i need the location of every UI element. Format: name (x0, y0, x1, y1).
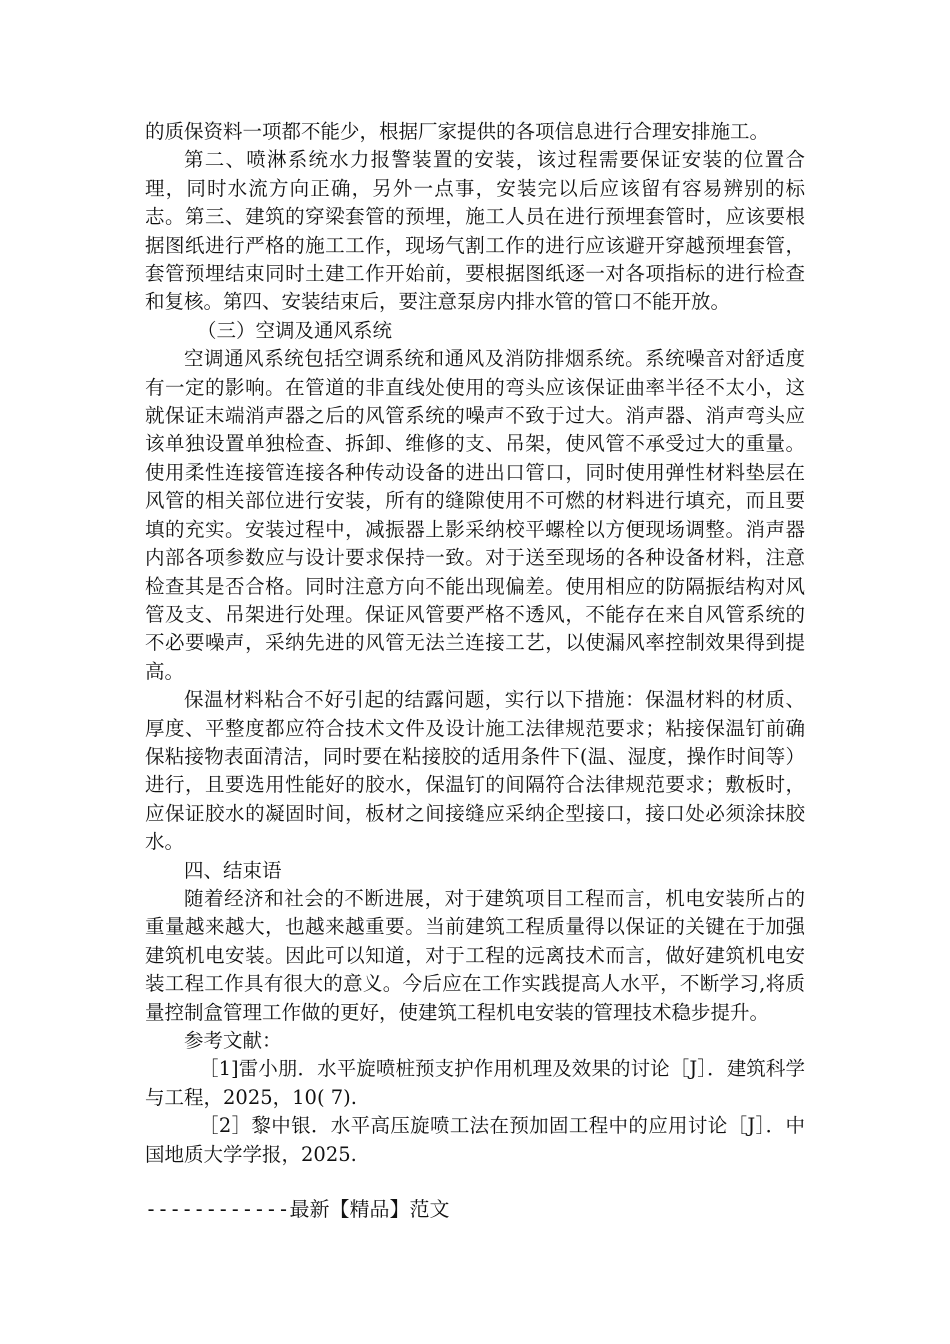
document-body (145, 118, 805, 1169)
paragraph-insulation: 保温材料粘合不好引起的结露问题，实行以下措施：保温材料的材质、厚度、平整度都应符合技术文件及设计施工法律规范要求；粘接保温钉前确保粘接物表面清洁，同时要在粘接胶的适用条件下(温、湿度，操作时间等）进行，且要选用性能好的胶水，保温钉的间隔符合法律规范要求；敷板时，应保证胶水的凝固时间，板材之间接缝应采纳企型接口，接口处必须涂抹胶水。 (145, 688, 805, 854)
paragraph-hvac-system: 空调通风系统包括空调系统和通风及消防排烟系统。系统噪音对舒适度有一定的影响。在管道的非直线处使用的弯头应该保证曲率半径不太小，这就保证末端消声器之后的风管系统的噪声不致于过大。消声器、消声弯头应该单独设置单独检查、拆卸、维修的支、吊架，使风管不承受过大的重量。使用柔性连接管连接各种传动设备的进出口管口，同时使用弹性材料垫层在风管的相关部位进行安装，所有的缝隙使用不可燃的材料进行填充，而且要填的充实。安装过程中，减振器上影采纳校平螺栓以方便现场调整。消声器内部各项参数应与设计要求保持一致。对于送至现场的各种设备材料，注意检查其是否合格。同时注意方向不能出现偏差。使用相应的防隔振结构对风管及支、吊架进行处理。保证风管要严格不透风，不能存在来自风管系统的不必要噪声，采纳先进的风管无法兰连接工艺，以使漏风率控制效果得到提高。 (145, 347, 805, 683)
references-heading: 参考文献： (184, 1029, 282, 1052)
paragraph-conclusion: 随着经济和社会的不断进展，对于建筑项目工程而言，机电安装所占的重量越来越大，也越来越重要。当前建筑工程质量得以保证的关键在于加强建筑机电安装。因此可以知道，对于工程的远离技术而言，做好建筑机电安装工程工作具有很大的意义。今后应在工作实践提高人水平，不断学习,将质量控制盒管理工作做的更好，使建筑工程机电安装的管理技术稳步提升。 (145, 886, 805, 1024)
section-heading-conclusion: 四、结束语 (184, 858, 282, 882)
page-footer: ------------最新【精品】范文 (145, 1197, 450, 1221)
paragraph-sprinkler-install: 第二、喷淋系统水力报警装置的安装，该过程需要保证安装的位置合理，同时水流方向正确，另外一点事，安装完以后应该留有容易辨别的标志。第三、建筑的穿梁套管的预埋，施工人员在进行预埋套管时，应该要根据图纸进行严格的施工工作，现场气割工作的进行应该避开穿越预埋套管，套管预埋结束同时土建工作开始前，要根据图纸逐一对各项指标的进行检查和复核。第四、安装结束后，要注意泵房内排水管的管口不能开放。 (145, 148, 805, 314)
paragraph-continuation: 的质保资料一项都不能少，根据厂家提供的各项信息进行合理安排施工。 (145, 120, 770, 143)
section-heading-hvac: （三）空调及通风系统 (197, 318, 393, 342)
reference-item: ［2］黎中银．水平高压旋喷工法在预加固工程中的应用讨论［J］．中国地质大学学报，2025. (145, 1114, 805, 1166)
reference-item: ［1]雷小朋．水平旋喷桩预支护作用机理及效果的讨论［J］．建筑科学与工程，2025，10( 7). (145, 1057, 805, 1109)
